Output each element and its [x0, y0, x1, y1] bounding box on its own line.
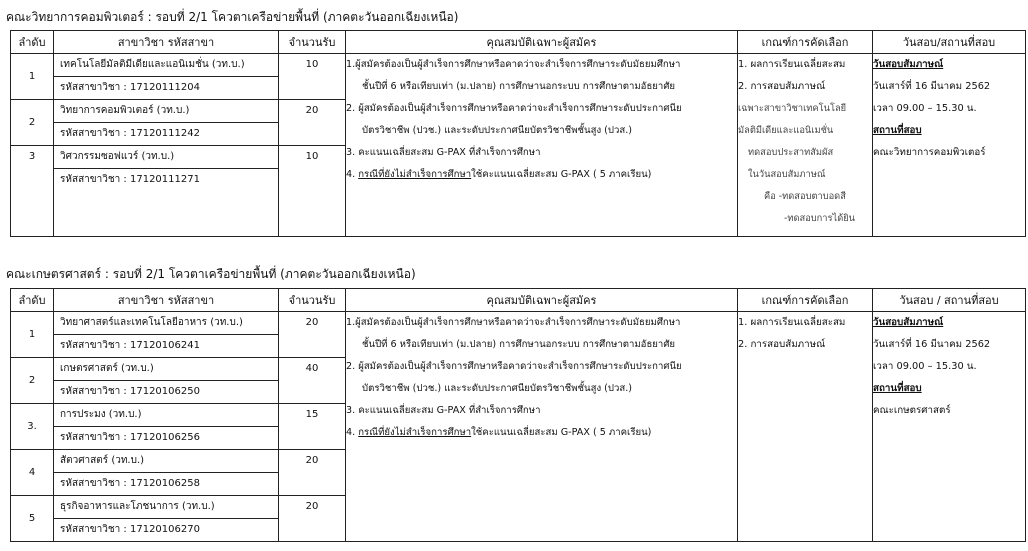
table-row — [11, 312, 1026, 358]
header-qualifications: คุณสมบัติเฉพาะผู้สมัคร — [346, 289, 738, 312]
major-cell — [54, 312, 279, 358]
q4-underlined: กรณีที่ยังไม่สำเร็จการศึกษา — [358, 427, 472, 438]
qualification-line: 2. ผู้สมัครต้องเป็นผู้สำเร็จการศึกษาหรือคาดว่าจะสำเร็จการศึกษาระดับประกาศนีย — [346, 103, 682, 114]
section-2-table — [10, 288, 1026, 542]
row-no — [11, 146, 54, 237]
major-name: เทคโนโลยีมัลติมีเดียและแอนิเมชั่น (วท.บ.) — [60, 59, 245, 70]
quota-cell — [279, 450, 346, 496]
header-criteria: เกณฑ์การคัดเลือก — [738, 289, 873, 312]
quota-value: 15 — [305, 409, 319, 420]
qualifications-cell — [346, 54, 738, 237]
quota-cell — [279, 358, 346, 404]
header-criteria: เกณฑ์การคัดเลือก — [738, 31, 873, 54]
row-no: 3. — [11, 404, 54, 450]
row-no: 4 — [11, 450, 54, 496]
quota-value: 20 — [305, 105, 319, 116]
criteria-line: 2. การสอบสัมภาษณ์ — [738, 81, 826, 92]
quota-value: 20 — [305, 501, 319, 512]
major-cell — [54, 404, 279, 450]
major-cell — [54, 54, 279, 100]
criteria-line: -ทดสอบการได้ยิน — [784, 213, 856, 224]
exam-label: วันสอบสัมภาษณ์ — [873, 317, 944, 328]
quota-value: 20 — [305, 455, 319, 466]
criteria-line: มัลติมีเดียและแอนิเมชั่น — [738, 125, 834, 136]
header-row — [11, 31, 1026, 54]
major-code: รหัสสาขาวิชา : 17120106241 — [54, 334, 278, 357]
qualification-line-4 — [346, 164, 737, 186]
major-name: ธุรกิจอาหารและโภชนาการ (วท.บ.) — [60, 501, 215, 512]
exam-date: วันเสาร์ที่ 16 มีนาคม 2562 — [873, 81, 991, 92]
row-no: 1 — [11, 54, 54, 100]
row-no-value: 3 — [28, 151, 36, 162]
qualification-line-4 — [346, 422, 737, 444]
exam-label: วันสอบสัมภาษณ์ — [873, 59, 944, 70]
major-name: เกษตรศาสตร์ (วท.บ.) — [60, 363, 154, 374]
exam-place: คณะเกษตรศาสตร์ — [873, 405, 951, 416]
header-row — [11, 289, 1026, 312]
quota-cell — [279, 404, 346, 450]
criteria-line: 1. ผลการเรียนเฉลี่ยสะสม — [738, 317, 846, 328]
header-no: ลำดับ — [11, 289, 54, 312]
qualifications-cell — [346, 312, 738, 542]
major-code: รหัสสาขาวิชา : 17120106256 — [54, 426, 278, 449]
major-cell — [54, 496, 279, 542]
qualification-line: 1.ผู้สมัครต้องเป็นผู้สำเร็จการศึกษาหรือคาดว่าจะสำเร็จการศึกษาระดับมัธยมศึกษา — [346, 59, 681, 70]
header-schedule: วันสอบ/สถานที่สอบ — [873, 31, 1026, 54]
row-no: 5 — [11, 496, 54, 542]
qualification-line: 1.ผู้สมัครต้องเป็นผู้สำเร็จการศึกษาหรือคาดว่าจะสำเร็จการศึกษาระดับมัธยมศึกษา — [346, 317, 681, 328]
qualification-line: 3. คะแนนเฉลี่ยสะสม G-PAX ที่สำเร็จการศึกษา — [346, 147, 541, 158]
major-name: สัตวศาสตร์ (วท.บ.) — [60, 455, 145, 466]
quota-cell — [279, 496, 346, 542]
row-no: 1 — [11, 312, 54, 358]
major-name: การประมง (วท.บ.) — [60, 409, 142, 420]
criteria-line: 2. การสอบสัมภาษณ์ — [738, 339, 826, 350]
section-1-title: คณะวิทยาการคอมพิวเตอร์ : รอบที่ 2/1 โควตาเครือข่ายพื้นที่ (ภาคตะวันออกเฉียงเหนือ) — [6, 10, 459, 24]
criteria-line: คือ -ทดสอบตาบอดสี — [764, 191, 846, 202]
q4-prefix: 4. — [346, 169, 359, 180]
exam-time: เวลา 09.00 – 15.30 น. — [873, 103, 977, 114]
header-no: ลำดับ — [11, 31, 54, 54]
criteria-cell — [738, 54, 873, 237]
criteria-line: เฉพาะสาขาวิชาเทคโนโลยี — [738, 103, 847, 114]
major-name: วิศวกรรมซอฟแวร์ (วท.บ.) — [60, 151, 175, 162]
qualification-line: ชั้นปีที่ 6 หรือเทียบเท่า (ม.ปลาย) การศึกษานอกระบบ การศึกษาตามอัธยาศัย — [362, 339, 676, 350]
quota-value: 10 — [305, 151, 319, 162]
header-major: สาขาวิชา รหัสสาขา — [54, 289, 279, 312]
qualification-line: บัตรวิชาชีพ (ปวช.) และระดับประกาศนียบัตรวิชาชีพชั้นสูง (ปวส.) — [362, 383, 633, 394]
quota-value: 40 — [305, 363, 319, 374]
quota-cell — [279, 312, 346, 358]
criteria-cell — [738, 312, 873, 542]
qualification-line: ชั้นปีที่ 6 หรือเทียบเท่า (ม.ปลาย) การศึกษานอกระบบ การศึกษาตามอัธยาศัย — [362, 81, 676, 92]
schedule-cell — [873, 312, 1026, 542]
q4-prefix: 4. — [346, 427, 359, 438]
quota-value: 10 — [305, 59, 319, 70]
exam-time: เวลา 09.00 – 15.30 น. — [873, 361, 977, 372]
q4-underlined: กรณีที่ยังไม่สำเร็จการศึกษา — [358, 169, 472, 180]
place-label: สถานที่สอบ — [873, 383, 922, 394]
major-code: รหัสสาขาวิชา : 17120111242 — [54, 122, 278, 145]
exam-place: คณะวิทยาการคอมพิวเตอร์ — [873, 147, 986, 158]
header-quota: จำนวนรับ — [279, 289, 346, 312]
q4-rest: ใช้คะแนนเฉลี่ยสะสม G-PAX ( 5 ภาคเรียน) — [471, 427, 652, 438]
q4-rest: ใช้คะแนนเฉลี่ยสะสม G-PAX ( 5 ภาคเรียน) — [471, 169, 652, 180]
major-name: วิทยาศาสตร์และเทคโนโลยีอาหาร (วท.บ.) — [60, 317, 243, 328]
quota-value: 20 — [305, 317, 319, 328]
table-row — [11, 54, 1026, 100]
section-2-title: คณะเกษตรศาสตร์ : รอบที่ 2/1 โควตาเครือข่ายพื้นที่ (ภาคตะวันออกเฉียงเหนือ) — [6, 267, 416, 281]
schedule-cell — [873, 54, 1026, 237]
quota-cell — [279, 54, 346, 100]
major-code: รหัสสาขาวิชา : 17120111204 — [54, 76, 278, 99]
major-code: รหัสสาขาวิชา : 17120106270 — [54, 518, 278, 541]
qualification-line: บัตรวิชาชีพ (ปวช.) และระดับประกาศนียบัตรวิชาชีพชั้นสูง (ปวส.) — [362, 125, 633, 136]
header-qualifications: คุณสมบัติเฉพาะผู้สมัคร — [346, 31, 738, 54]
place-label: สถานที่สอบ — [873, 125, 922, 136]
qualification-line: 2. ผู้สมัครต้องเป็นผู้สำเร็จการศึกษาหรือคาดว่าจะสำเร็จการศึกษาระดับประกาศนีย — [346, 361, 682, 372]
row-no: 2 — [11, 358, 54, 404]
criteria-line: 1. ผลการเรียนเฉลี่ยสะสม — [738, 59, 846, 70]
major-name: วิทยาการคอมพิวเตอร์ (วท.บ.) — [60, 105, 190, 116]
section-1-table — [10, 30, 1026, 237]
row-no: 2 — [11, 100, 54, 146]
criteria-line: ทดสอบประสาทสัมผัส — [748, 147, 834, 158]
major-code: รหัสสาขาวิชา : 17120111271 — [54, 168, 278, 191]
header-quota: จำนวนรับ — [279, 31, 346, 54]
quota-cell — [279, 146, 346, 237]
criteria-line: ในวันสอบสัมภาษณ์ — [748, 169, 826, 180]
major-cell — [54, 100, 279, 146]
major-cell — [54, 450, 279, 496]
major-cell — [54, 146, 279, 237]
quota-cell — [279, 100, 346, 146]
major-code: รหัสสาขาวิชา : 17120106258 — [54, 472, 278, 495]
qualification-line: 3. คะแนนเฉลี่ยสะสม G-PAX ที่สำเร็จการศึกษา — [346, 405, 541, 416]
header-schedule: วันสอบ / สถานที่สอบ — [873, 289, 1026, 312]
major-cell — [54, 358, 279, 404]
header-major: สาขาวิชา รหัสสาขา — [54, 31, 279, 54]
exam-date: วันเสาร์ที่ 16 มีนาคม 2562 — [873, 339, 991, 350]
major-code: รหัสสาขาวิชา : 17120106250 — [54, 380, 278, 403]
